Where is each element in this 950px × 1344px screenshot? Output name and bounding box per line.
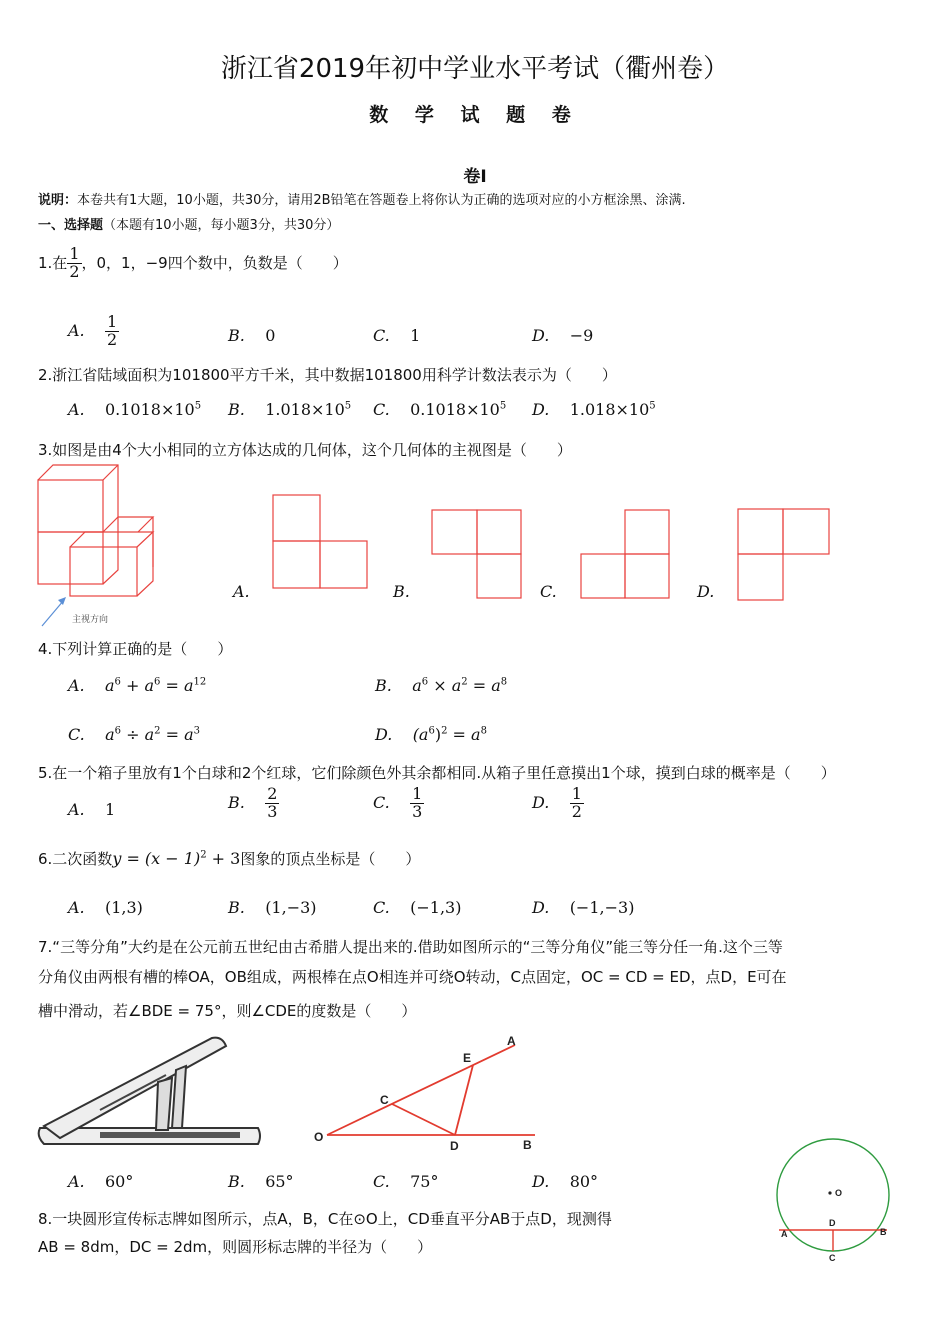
q6-formula-exp: 2 — [200, 849, 207, 861]
q1-prefix: 1.在 — [38, 253, 68, 272]
q5-d-label: D. — [532, 792, 550, 812]
q1-c-value: 1 — [410, 326, 421, 345]
q4-b-label: B. — [375, 676, 392, 695]
q2-a-value: 0.1018×10 — [104, 400, 195, 419]
q1-a-den: 2 — [106, 329, 118, 349]
section-title: 一、选择题 — [38, 218, 104, 233]
question-7-line-3: 槽中滑动，若∠BDE = 75°，则∠CDE的度数是（ ） — [38, 1002, 417, 1020]
q4-b-base2: a — [451, 676, 462, 695]
q1-frac-num: 1 — [69, 244, 80, 263]
label-e: E — [463, 1051, 472, 1065]
circle-label-b: B — [880, 1227, 887, 1237]
question-3-stem: 3.如图是由4个大小相同的立方体达成的几何体，这个几何体的主视图是（ ） — [38, 441, 572, 459]
q2-a-label: A. — [68, 400, 85, 419]
label-o: O — [314, 1130, 324, 1144]
q5-c-num: 1 — [412, 784, 423, 803]
q1-frac-den: 2 — [69, 261, 80, 281]
q1-b-label: B. — [228, 326, 245, 345]
q2-b-value: 1.018×10 — [265, 400, 345, 419]
q4-b-e2: 2 — [461, 676, 468, 688]
q1-a-num: 1 — [106, 312, 118, 331]
q5-c-label: C. — [373, 792, 390, 812]
q4-c-base2: a — [144, 725, 155, 744]
q4-b-op: × — [428, 676, 452, 695]
q2-a-exp: 5 — [194, 400, 202, 412]
q7-d-value: 80° — [569, 1172, 599, 1191]
q4-a-label: A. — [68, 676, 85, 695]
q2-c-value: 0.1018×10 — [410, 400, 500, 419]
q3-c-label: C. — [540, 582, 557, 601]
label-a: A — [507, 1034, 516, 1048]
q7-a-value: 60° — [104, 1172, 134, 1191]
volume-heading: 卷Ⅰ — [463, 167, 487, 187]
q4-a-base2: a — [144, 676, 155, 695]
circle-labels — [781, 1188, 887, 1263]
q2-d-value: 1.018×10 — [569, 400, 650, 419]
question-7-line-2: 分角仪由两根有槽的棒OA，OB组成，两根棒在点O相连并可绕O转动，C点固定，OC = CD = ED，点D，E可在 — [38, 968, 787, 986]
q4-b-e3: 8 — [500, 676, 508, 688]
q4-d-e1: 6 — [428, 725, 435, 737]
q5-c-den: 3 — [412, 801, 423, 821]
q7-b-label: B. — [228, 1172, 245, 1191]
q4-a-e2: 6 — [154, 676, 161, 688]
q5-a-label: A. — [68, 800, 85, 819]
q4-b-eq: = a — [467, 676, 501, 695]
question-4-stem: 4.下列计算正确的是（ ） — [38, 640, 233, 658]
q4-a-op: + — [120, 676, 145, 695]
q2-c-exp: 5 — [499, 400, 507, 412]
circle-label-o: O — [835, 1188, 843, 1198]
q4-d-e3: 8 — [480, 725, 487, 737]
q5-b-label: B. — [228, 792, 245, 812]
circle-label-d: D — [829, 1218, 836, 1228]
q4-b-e1: 6 — [421, 676, 429, 688]
q2-b-label: B. — [228, 400, 245, 419]
question-5-stem: 5.在一个箱子里放有1个白球和2个红球，它们除颜色外其余都相同.从箱子里任意摸出1个球，摸到白球的概率是（ ） — [38, 764, 836, 782]
q5-d-den: 2 — [571, 801, 582, 821]
q5-d-num: 1 — [571, 784, 582, 803]
q4-a-e3: 12 — [193, 676, 207, 688]
q4-a-base1: a — [104, 676, 115, 695]
q1-b-value: 0 — [265, 326, 276, 345]
q4-d-mid: ) — [434, 725, 442, 744]
q6-b-label: B. — [228, 898, 245, 917]
q6-a-value: (1,3) — [104, 898, 143, 917]
q1-d-value: −9 — [569, 326, 594, 345]
circle-label-a: A — [781, 1229, 788, 1239]
q6-d-value: (−1,−3) — [569, 898, 635, 917]
direction-label: 主视方向 — [72, 615, 109, 625]
q1-d-label: D. — [532, 326, 550, 345]
q4-c-eq: = a — [160, 725, 194, 744]
q7-c-label: C. — [373, 1172, 390, 1191]
circle-label-c: C — [829, 1253, 836, 1263]
q4-c-op: ÷ — [121, 725, 145, 744]
q4-c-e3: 3 — [193, 725, 201, 737]
label-b: B — [523, 1138, 532, 1152]
q4-d-eq: = a — [447, 725, 481, 744]
q4-b-base1: a — [412, 676, 422, 695]
question-2-stem: 2.浙江省陆域面积为101800平方千米，其中数据101800用科学计数法表示为（ ） — [38, 366, 617, 384]
page-title: 浙江省2019年初中学业水平考试（衢州卷） — [220, 54, 730, 84]
label-d: D — [450, 1139, 459, 1153]
center-point — [828, 1191, 831, 1194]
instructions-label: 说明： — [38, 193, 78, 208]
q4-c-label: C. — [68, 725, 85, 744]
q3-a-label: A. — [233, 582, 250, 601]
q4-c-e1: 6 — [114, 725, 122, 737]
q5-a-value: 1 — [104, 800, 116, 819]
q6-a-label: A. — [68, 898, 85, 917]
page-subtitle: 数 学 试 题 卷 — [369, 104, 581, 126]
q4-c-base1: a — [105, 725, 115, 744]
q2-d-label: D. — [532, 400, 550, 419]
q4-d-label: D. — [375, 725, 393, 744]
q1-c-label: C. — [373, 326, 390, 345]
q4-d-e2: 2 — [441, 725, 448, 737]
question-8-line-1: 8.一块圆形宣传标志牌如图所示，点A，B，C在⊙O上，CD垂直平分AB于点D，现测得 — [38, 1210, 612, 1228]
q6-d-label: D. — [532, 898, 550, 917]
q7-c-value: 75° — [410, 1172, 439, 1191]
question-7-line-1: 7.“三等分角”大约是在公元前五世纪由古希腊人提出来的.借助如图所示的“三等分角仪”能三等分任一角.这个三等 — [38, 938, 783, 956]
q2-d-exp: 5 — [649, 400, 656, 412]
section-detail: （本题有10小题，每小题3分，共30分） — [103, 218, 340, 233]
q6-suffix: 图象的顶点坐标是（ ） — [240, 850, 421, 868]
q6-c-label: C. — [373, 898, 390, 917]
q5-b-den: 3 — [267, 801, 278, 821]
q2-b-exp: 5 — [344, 400, 352, 412]
q7-d-label: D. — [532, 1172, 550, 1191]
q3-d-label: D. — [697, 582, 715, 601]
q6-prefix: 6.二次函数 — [38, 850, 113, 868]
q1-a-label: A. — [68, 320, 85, 340]
q5-b-num: 2 — [267, 784, 278, 803]
q6-formula-main: y = (x − 1) — [112, 849, 201, 868]
q6-b-value: (1,−3) — [265, 898, 317, 917]
q7-a-label: A. — [68, 1172, 85, 1191]
q2-c-label: C. — [373, 400, 390, 419]
label-c: C — [380, 1093, 389, 1107]
q4-a-e1: 6 — [114, 676, 121, 688]
q4-d-pre: (a — [412, 725, 429, 744]
q1-suffix: ，0，1，−9四个数中，负数是（ ） — [81, 253, 348, 272]
question-8-line-2: AB = 8dm，DC = 2dm，则圆形标志牌的半径为（ ） — [38, 1238, 433, 1256]
q6-c-value: (−1,3) — [410, 898, 462, 917]
q7-b-value: 65° — [265, 1172, 294, 1191]
q6-formula-tail: + 3 — [206, 849, 241, 868]
instructions-text: 本卷共有1大题，10小题，共30分，请用2B铅笔在答题卷上将你认为正确的选项对应的小方框涂黑、涂满. — [77, 193, 686, 208]
q4-c-e2: 2 — [154, 725, 161, 737]
q4-a-eq: = a — [160, 676, 194, 695]
q3-b-label: B. — [393, 582, 410, 601]
